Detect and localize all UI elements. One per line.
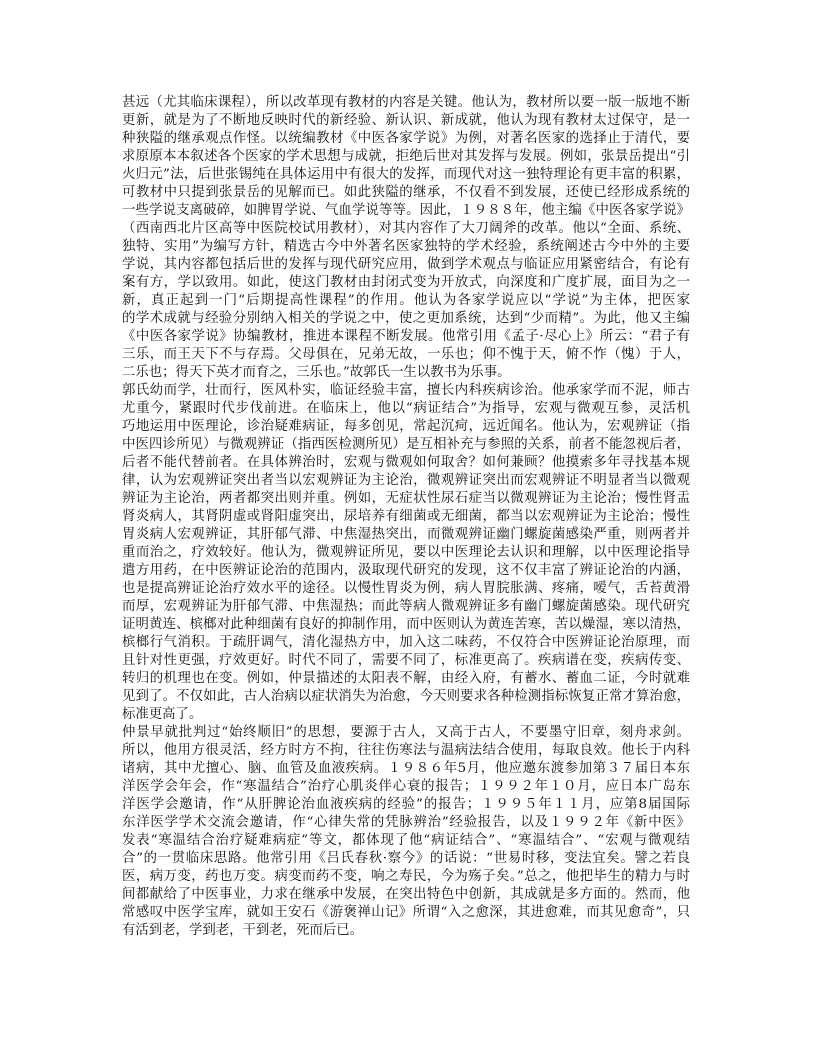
text-line: 见到了。不仅如此，古人治病以症状消失为治愈，今天则要求各种检测指标恢复正常才算治愈， [122,689,690,704]
text-line: 标准更高了。 [122,707,203,722]
text-line: 二乐也；得天下英才而育之，三乐也。”故郭氏一生以教书为乐事。 [122,365,511,380]
paragraph [122,724,690,940]
text-line: 《中医各家学说》协编教材，推进本课程不断发展。他常引用《孟子·尽心上》所云：“君子有 [122,329,690,344]
text-line: 医，病万变，药也万变。病变而药不变，响之寿民，今为殇子矣。”总之，他把毕生的精力与时 [122,869,690,884]
text-line: 甚远（尤其临床课程），所以改革现有教材的内容是关键。他认为，教材所以要一版一版地不断 [122,95,690,110]
text-line: 新，真正起到一门“后期提高性课程”的作用。他认为各家学说应以“学说”为主体，把医家 [122,293,690,308]
text-line: 诸病，其中尤擅心、脑、血管及血液疾病。１９８６年5月，他应邀东渡参加第３７届日本东 [122,761,690,776]
text-line: 有活到老，学到老，干到老，死而后已。 [122,923,364,938]
text-line: 尤重今，紧跟时代步伐前进。在临床上，他以“病证结合”为指导，宏观与微观互参，灵活机 [122,401,690,416]
text-line: 所以，他用方很灵活，经方时方不拘，往往伤寒法与温病法结合使用，每取良效。他长于内科 [122,743,690,758]
text-line: 槟榔行气消积。于疏肝调气，清化湿热方中，加入这二味药，不仅符合中医辨证论治原理，而 [122,635,690,650]
text-line: 也是提高辨证论治疗效水平的途径。以慢性胃炎为例，病人胃脘胀满、疼痛，嗳气，舌苔黄滑 [122,581,690,596]
text-line: 更新，就是为了不断地反映时代的新经验、新认识、新成就，他认为现有教材太过保守，是一 [122,113,690,128]
text-line: 可教材中只提到张景岳的见解而已。如此狭隘的继承，不仅看不到发展，还使已经形成系统的 [122,185,690,200]
text-line: 合”的一贯临床思路。他常引用《吕氏春秋·察今》的话说：“世易时移，变法宜矣。譬之若良 [122,851,690,866]
text-line: 证明黄连、槟榔对此种细菌有良好的抑制作用，而中医则认为黄连苦寒，苦以燥湿，寒以清热， [122,617,690,632]
text-line: 重而治之，疗效较好。他认为，微观辨证所见，要以中医理论去认识和理解，以中医理论指导 [122,545,690,560]
text-line: 转归的机理也在变。例如，仲景描述的太阳表不解，由经入府，有蓄水、蓄血二证，今时就难 [122,671,690,686]
text-line: 洋医学会年会，作“寒温结合”治疗心肌炎伴心衰的报告；１９９２年１０月，应日本广岛东 [122,779,690,794]
text-line: 仲景早就批判过“始终顺旧”的思想，要源于古人，又高于古人，不要墨守旧章，刻舟求剑。 [122,725,690,740]
text-line: 遣方用药，在中医辨证论治的范围内，汲取现代研究的发现，这不仅丰富了辨证论治的内涵， [122,563,690,578]
text-line: 且针对性更强，疗效更好。时代不同了，需要不同了，标准更高了。疾病谱在变，疾病传变、 [122,653,690,668]
text-line: 火归元”法，后世张锡纯在具体运用中有很大的发挥，而现代对这一独特理论有更丰富的积累， [122,167,690,182]
text-line: 胃炎病人宏观辨证，其肝郁气滞、中焦湿热突出，而微观辨证幽门螺旋菌感染严重，则两者并 [122,527,690,542]
paragraph [122,382,690,724]
text-line: 巧地运用中医理论，诊治疑难病证，每多创见，常起沉疴，远近闻名。他认为，宏观辨证（指 [122,419,690,434]
text-line: 种狭隘的继承观点作怪。以统编教材《中医各家学说》为例，对著名医家的选择止于清代，要 [122,131,690,146]
text-line: 的学术成就与经验分别纳入相关的学说之中，使之更加系统，达到“少而精”。为此，他又主编 [122,311,690,326]
text-line: 郭氏幼而学，壮而行，医风朴实，临证经验丰富，擅长内科疾病诊治。他承家学而不泥，师古 [122,383,690,398]
text-line: 三乐，而王天下不与存焉。父母俱在，兄弟无故，一乐也；仰不愧于天，俯不怍（愧）于人， [122,347,690,362]
text-line: 学说，其内容都包括后世的发挥与现代研究应用，做到学术观点与临证应用紧密结合，有论有 [122,257,690,272]
text-line: 辨证为主论治，两者都突出则并重。例如，无症状性尿石症当以微观辨证为主论治；慢性肾盂 [122,491,690,506]
text-line: 中医四诊所见）与微观辨证（指西医检测所见）是互相补充与参照的关系，前者不能忽视后者， [122,437,690,452]
text-line: 而厚，宏观辨证为肝郁气滞、中焦湿热；而此等病人微观辨证多有幽门螺旋菌感染。现代研究 [122,599,690,614]
text-line: 求原原本本叙述各个医家的学术思想与成就，拒绝后世对其发挥与发展。例如，张景岳提出“引 [122,149,690,164]
text-line: 发表“寒温结合治疗疑难病症”等文，都体现了他“病证结合”、“寒温结合”、“宏观与微观结 [122,833,690,848]
text-line: 间都献给了中医事业，力求在继承中发展，在突出特色中创新，其成就是多方面的。然而，他 [122,887,690,902]
text-line: 一些学说支离破碎，如脾胃学说、气血学说等等。因此，１９８８年，他主编《中医各家学说》 [122,203,690,218]
text-line: 独特、实用”为编写方针，精选古今中外著名医家独特的学术经验，系统阐述古今中外的主要 [122,239,690,254]
text-line: 东洋医学学术交流会邀请，作“心律失常的凭脉辨治”经验报告，以及１９９２年《新中医》 [122,815,690,830]
text-line: 常感叹中医学宝库，就如王安石《游褒禅山记》所谓“入之愈深，其进愈难，而其见愈奇”，只 [122,905,690,920]
text-line: 案有方，学以致用。如此，使这门教材由封闭式变为开放式，向深度和广度扩展，面目为之一 [122,275,690,290]
text-line: 洋医学会邀请，作“从肝脾论治血液疾病的经验”的报告；１９９５年１１月，应第8届国际 [122,797,690,812]
document-page [122,94,690,940]
text-line: 肾炎病人，其肾阴虚或肾阳虚突出，尿培养有细菌或无细菌，都当以宏观辨证为主论治；慢性 [122,509,690,524]
paragraph [122,94,690,382]
text-line: 律，认为宏观辨证突出者当以宏观辨证为主论治，微观辨证突出而宏观辨证不明显者当以微观 [122,473,690,488]
text-line: （西南西北片区高等中医院校试用教材），对其内容作了大刀阔斧的改革。他以“全面、系统、 [122,221,690,236]
text-line: 后者不能代替前者。在具体辨治时，宏观与微观如何取舍？如何兼顾？他摸索多年寻找基本规 [122,455,690,470]
